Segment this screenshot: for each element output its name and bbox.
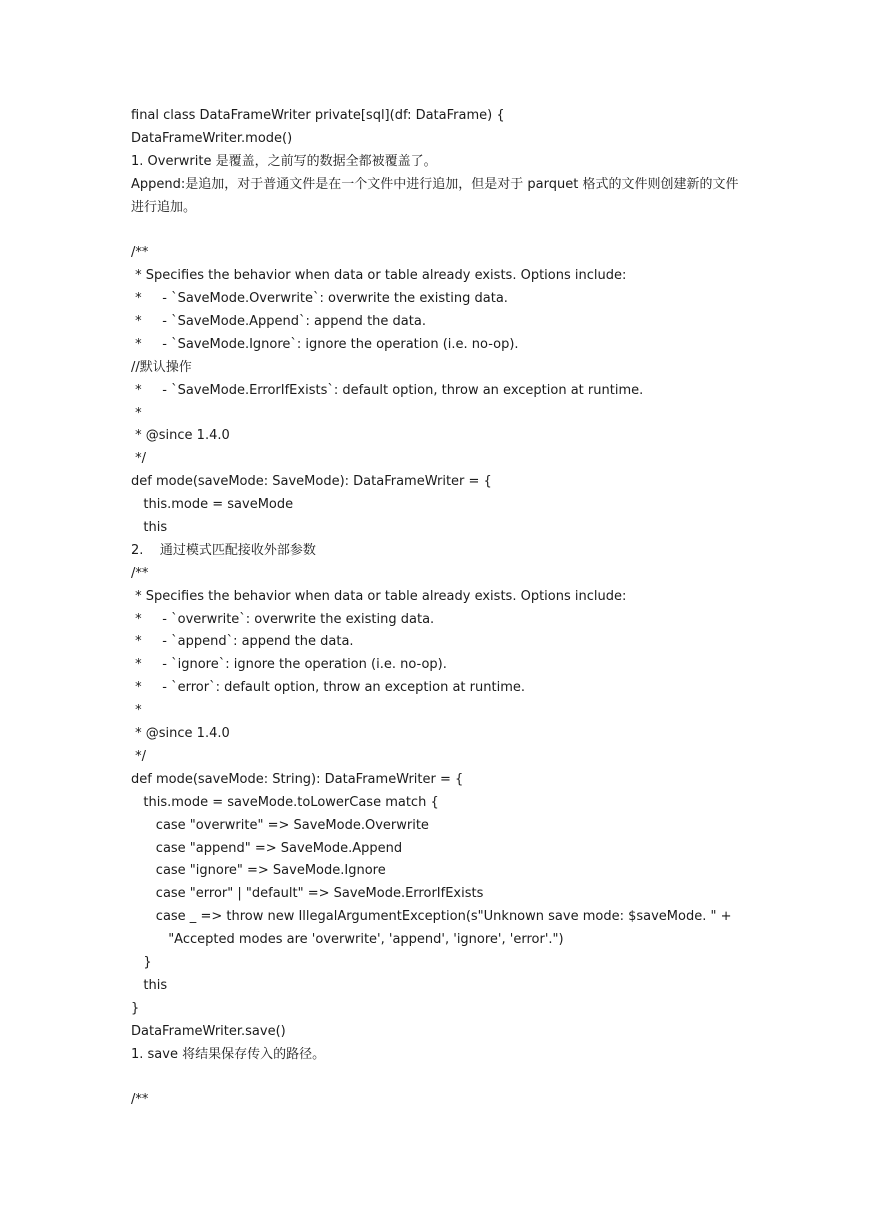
code-line: * - `error`: default option, throw an exception at runtime. xyxy=(131,680,525,696)
code-line: } xyxy=(131,1000,140,1016)
code-line: /** xyxy=(131,565,149,581)
document-body xyxy=(131,105,771,1112)
code-line: case "error" | "default" => SaveMode.ErrorIfExists xyxy=(131,886,484,902)
code-line: this xyxy=(131,520,168,536)
code-line: /** xyxy=(131,245,149,261)
code-line: def mode(saveMode: String): DataFrameWriter = { xyxy=(131,771,464,787)
code-line: * - `append`: append the data. xyxy=(131,634,354,650)
code-line: * - `SaveMode.ErrorIfExists`: default option, throw an exception at runtime. xyxy=(131,382,644,398)
code-line: this.mode = saveMode.toLowerCase match { xyxy=(131,794,439,810)
blank-line xyxy=(131,219,771,242)
code-line: * - `SaveMode.Overwrite`: overwrite the existing data. xyxy=(131,291,508,307)
code-line: */ xyxy=(131,451,147,467)
blank-line xyxy=(131,1066,771,1089)
code-line: * @since 1.4.0 xyxy=(131,726,230,742)
text-line: 1. save 将结果保存传入的路径。 xyxy=(131,1046,326,1062)
section-heading: DataFrameWriter.save() xyxy=(131,1023,286,1039)
code-line: * Specifies the behavior when data or table already exists. Options include: xyxy=(131,268,627,284)
text-line: 1. Overwrite 是覆盖，之前写的数据全都被覆盖了。 xyxy=(131,153,437,169)
code-line: case "append" => SaveMode.Append xyxy=(131,840,403,856)
code-line: case "overwrite" => SaveMode.Overwrite xyxy=(131,817,429,833)
code-line: case "ignore" => SaveMode.Ignore xyxy=(131,863,386,879)
code-line: * - `overwrite`: overwrite the existing data. xyxy=(131,611,435,627)
text-line: 进行追加。 xyxy=(131,199,197,215)
text-line: Append:是追加，对于普通文件是在一个文件中进行追加，但是对于 parquet 格式的文件则创建新的文件 xyxy=(131,176,739,192)
code-line: //默认操作 xyxy=(131,359,192,375)
code-line: } xyxy=(131,954,152,970)
code-line: * @since 1.4.0 xyxy=(131,428,230,444)
text-line: 2. 通过模式匹配接收外部参数 xyxy=(131,542,316,558)
section-heading: DataFrameWriter.mode() xyxy=(131,130,293,146)
code-line: this xyxy=(131,977,168,993)
code-line: * Specifies the behavior when data or table already exists. Options include: xyxy=(131,588,627,604)
code-line: /** xyxy=(131,1092,149,1108)
code-line: */ xyxy=(131,748,147,764)
code-line: this.mode = saveMode xyxy=(131,497,294,513)
code-line: * - `SaveMode.Ignore`: ignore the operation (i.e. no-op). xyxy=(131,336,519,352)
code-line: * xyxy=(131,703,142,719)
code-line: * - `SaveMode.Append`: append the data. xyxy=(131,314,426,330)
text-line: final class DataFrameWriter private[sql](df: DataFrame) { xyxy=(131,108,505,123)
code-line: case _ => throw new IllegalArgumentException(s"Unknown save mode: $saveMode. " + xyxy=(131,909,732,925)
code-line: * - `ignore`: ignore the operation (i.e. no-op). xyxy=(131,657,447,673)
code-line: * xyxy=(131,405,142,421)
code-line: "Accepted modes are 'overwrite', 'append', 'ignore', 'error'.") xyxy=(131,932,564,948)
code-line: def mode(saveMode: SaveMode): DataFrameWriter = { xyxy=(131,474,492,490)
